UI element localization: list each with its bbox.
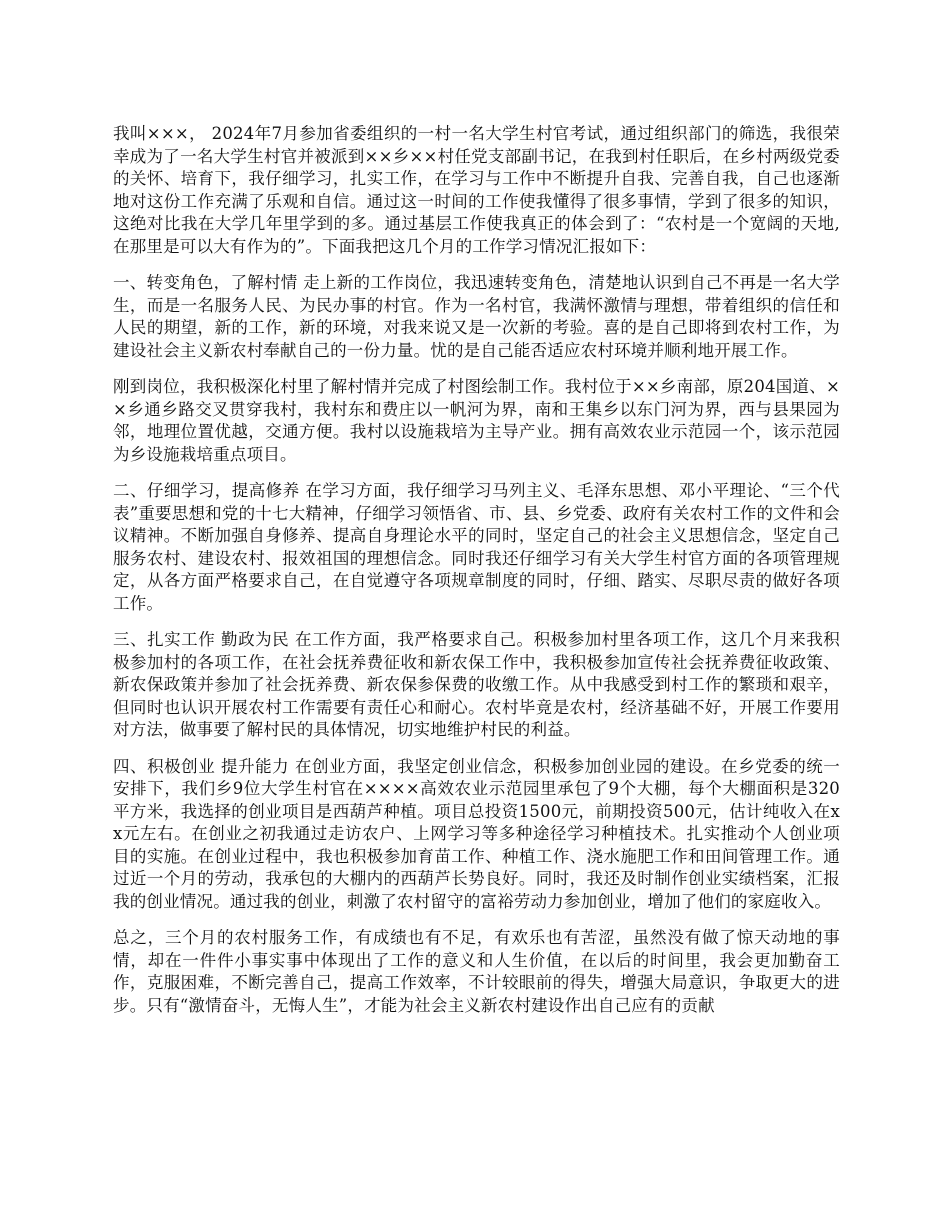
paragraph-section-2: 二、仔细学习，提高修养 在学习方面，我仔细学习马列主义、毛泽东思想、邓小平理论、“三个代表”重要思想和党的十七大精神，仔细学习领悟省、市、县、乡党委、政府有关农村工作的文件和会议精神。不断加强自身修养、提高自身理论水平的同时，坚定自己的社会主义思想信念，坚定自己服务农村、建设农村、报效祖国的理想信念。同时我还仔细学习有关大学生村官方面的各项管理规定，从各方面严格要求自己，在自觉遵守各项规章制度的同时，仔细、踏实、尽职尽责的做好各项工作。 — [113, 481, 840, 613]
paragraph-village-info: 刚到岗位，我积极深化村里了解村情并完成了村图绘制工作。我村位于××乡南部，原204国道、××乡通乡路交叉贯穿我村，我村东和费庄以一帆河为界，南和王集乡以东门河为界，西与县果园为邻，地理位置优越，交通方便。我村以设施栽培为主导产业。拥有高效农业示范园一个，该示范园为乡设施栽培重点项目。 — [113, 377, 840, 464]
paragraph-section-3: 三、扎实工作 勤政为民 在工作方面，我严格要求自己。积极参加村里各项工作，这几个月来我积极参加村的各项工作，在社会抚养费征收和新农保工作中，我积极参加宣传社会抚养费征收政策、新农保政策并参加了社会抚养费、新农保参保费的收缴工作。从中我感受到村工作的繁琐和艰辛，但同时也认识开展农村工作需要有责任心和耐心。农村毕竟是农村，经济基础不好，开展工作要用对方法，做事要了解村民的具体情况，切实地维护村民的利益。 — [113, 630, 840, 739]
paragraph-section-4: 四、积极创业 提升能力 在创业方面，我坚定创业信念，积极参加创业园的建设。在乡党委的统一安排下，我们乡9位大学生村官在××××高效农业示范园里承包了9个大棚，每个大棚面积是320平方米，我选择的创业项目是西葫芦种植。项目总投资1500元，前期投资500元，估计纯收入在xx元左右。在创业之初我通过走访农户、上网学习等多种途径学习种植技术。扎实推动个人创业项目的实施。在创业过程中，我也积极参加育苗工作、种植工作、浇水施肥工作和田间管理工作。通过近一个月的劳动，我承包的大棚内的西葫芦长势良好。同时，我还及时制作创业实绩档案，汇报我的创业情况。通过我的创业，刺激了农村留守的富裕劳动力参加创业，增加了他们的家庭收入。 — [113, 756, 840, 911]
paragraph-section-1: 一、转变角色，了解村情 走上新的工作岗位，我迅速转变角色，清楚地认识到自己不再是一名大学生，而是一名服务人民、为民办事的村官。作为一名村官，我满怀激情与理想，带着组织的信任和人民的期望，新的工作，新的环境，对我来说又是一次新的考验。喜的是自己即将到农村工作，为建设社会主义新农村奉献自己的一份力量。忧的是自己能否适应农村环境并顺利地开展工作。 — [113, 273, 840, 360]
paragraph-conclusion: 总之，三个月的农村服务工作，有成绩也有不足，有欢乐也有苦涩，虽然没有做了惊天动地的事情，却在一件件小事实事中体现出了工作的意义和人生价值，在以后的时间里，我会更加勤奋工作，克服困难，不断完善自己，提高工作效率，不计较眼前的得失，增强大局意识，争取更大的进步。只有“激情奋斗，无悔人生”，才能为社会主义新农村建设作出自己应有的贡献 — [113, 928, 840, 1015]
document-body — [113, 123, 840, 1031]
paragraph-intro: 我叫×××， 2024年7月参加省委组织的一村一名大学生村官考试，通过组织部门的筛选，我很荣幸成为了一名大学生村官并被派到××乡××村任党支部副书记，在我到村任职后，在乡村两级党委的关怀、培育下，我仔细学习，扎实工作，在学习与工作中不断提升自我、完善自我，自己也逐渐地对这份工作充满了乐观和自信。通过这一时间的工作使我懂得了很多事情，学到了很多的知识，这绝对比我在大学几年里学到的多。通过基层工作使我真正的体会到了：“农村是一个宽阔的天地,在那里是可以大有作为的”。下面我把这几个月的工作学习情况汇报如下： — [113, 124, 840, 256]
